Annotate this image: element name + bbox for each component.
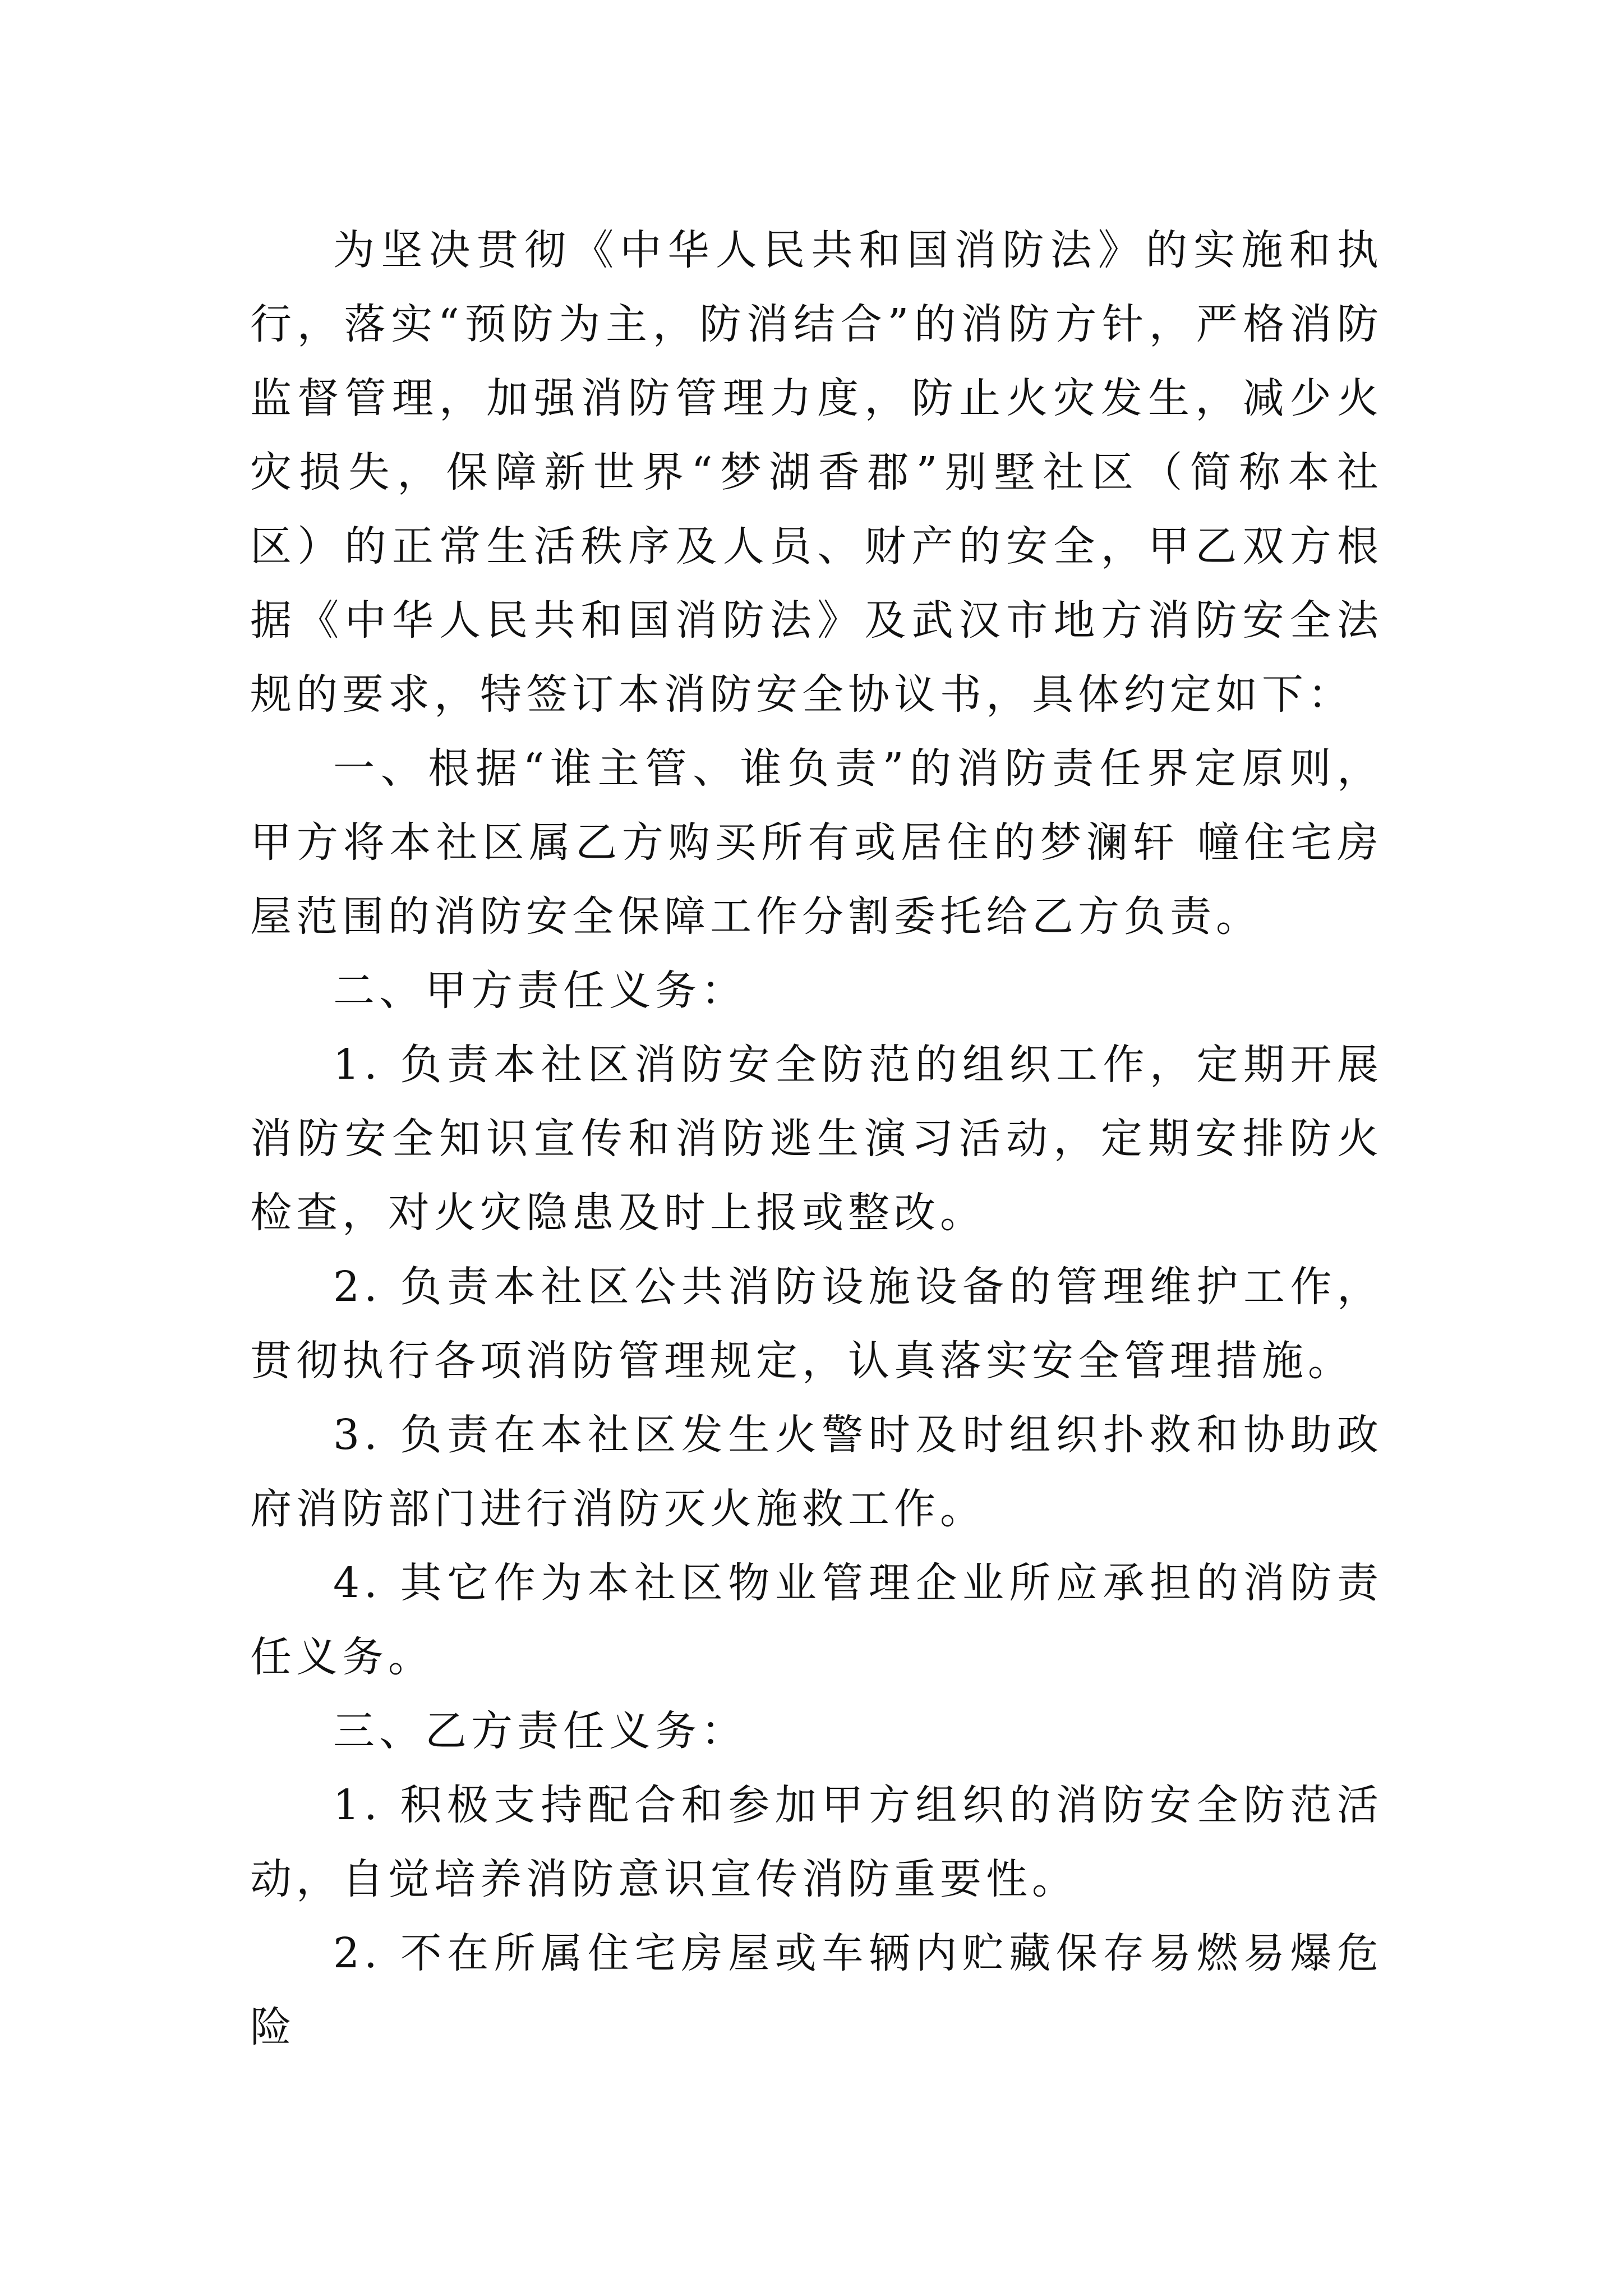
- paragraph-party-a-item-1: 1. 负责本社区消防安全防范的组织工作，定期开展消防安全知识宣传和消防逃生演习活动，定期安排防火检查，对火灾隐患及时上报或整改。: [250, 1041, 1383, 1237]
- paragraph-party-a-item-3: 3. 负责在本社区发生火警时及时组织扑救和协助政府消防部门进行消防灭火施救工作。: [250, 1411, 1383, 1533]
- heading-party-b-duties: 三、乙方责任义务：: [333, 1707, 747, 1755]
- paragraph-clause-1: 一、根据“谁主管、谁负责”的消防责任界定原则，甲方将本社区属乙方购买所有或居住的梦澜轩 幢住宅房屋范围的消防安全保障工作分割委托给乙方负责。: [250, 744, 1383, 941]
- document-body: [250, 213, 1383, 2064]
- paragraph-preamble: 为坚决贯彻《中华人民共和国消防法》的实施和执行，落实“预防为主，防消结合”的消防方针，严格消防监督管理，加强消防管理力度，防止火灾发生，减少火灾损失，保障新世界“梦湖香郡”别墅社区（简称本社区）的正常生活秩序及人员、财产的安全，甲乙双方根据《中华人民共和国消防法》及武汉市地方消防安全法规的要求，特签订本消防安全协议书，具体约定如下：: [250, 226, 1383, 719]
- heading-party-a-duties: 二、甲方责任义务：: [333, 967, 747, 1015]
- paragraph-party-a-item-2: 2. 负责本社区公共消防设施设备的管理维护工作，贯彻执行各项消防管理规定，认真落实安全管理措施。: [250, 1263, 1383, 1385]
- paragraph-party-a-item-4: 4. 其它作为本社区物业管理企业所应承担的消防责任义务。: [250, 1559, 1383, 1681]
- paragraph-party-b-item-2: 2. 不在所属住宅房屋或车辆内贮藏保存易燃易爆危险: [250, 1929, 1383, 2051]
- paragraph-party-b-item-1: 1. 积极支持配合和参加甲方组织的消防安全防范活动，自觉培养消防意识宣传消防重要性。: [250, 1781, 1383, 1903]
